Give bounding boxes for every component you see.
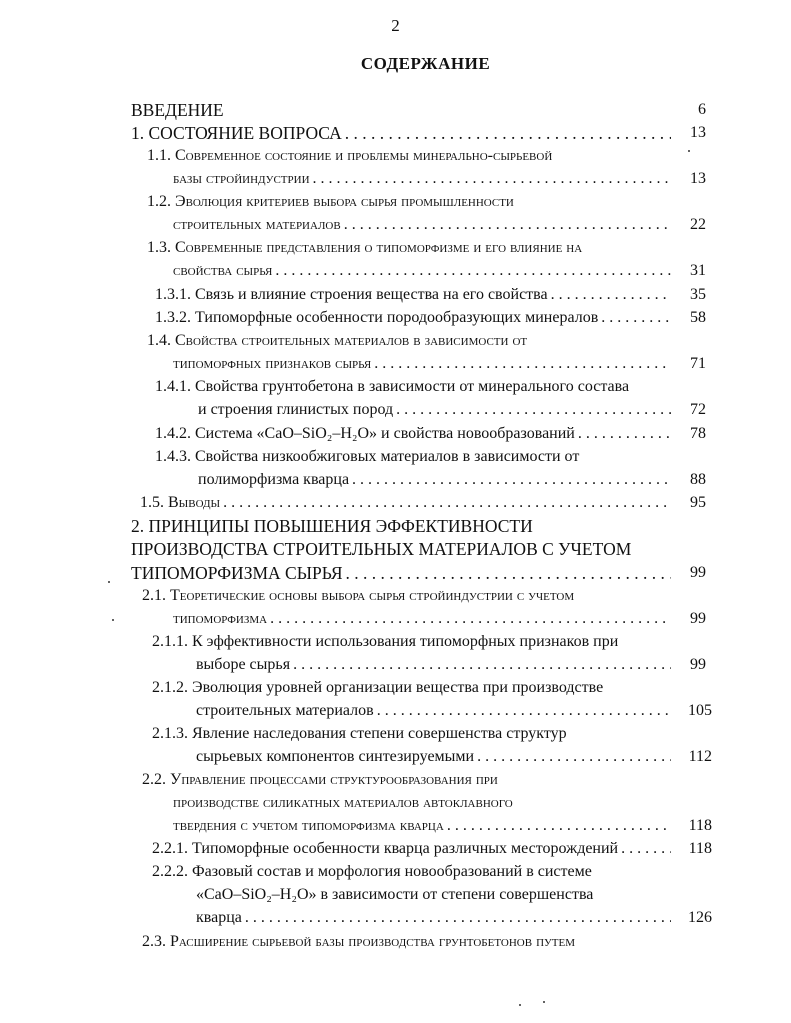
page-number: 2 [391,16,400,35]
toc-page-number: 118 [688,840,712,857]
leader-dots [344,214,671,236]
toc-entry-1-1[interactable] [147,145,671,167]
leader-dots [621,838,671,860]
leader-dots [346,562,672,584]
leader-dots [374,353,671,375]
toc-entry-2-1-3-cont[interactable] [196,746,671,768]
toc-entry-2-3[interactable] [142,931,671,953]
toc-entry-2-2-2[interactable] [152,861,671,883]
leader-dots [447,815,671,837]
toc-page-number: 13 [690,124,706,141]
toc-entry-2-1-2-cont[interactable] [196,700,671,722]
toc-entry-text: и строения глинистых пород [198,401,394,418]
toc-entry-introduction[interactable] [131,99,671,121]
toc-page-number: 6 [698,101,706,118]
toc-entry-text: 2.2.2. Фазовый состав и морфология новообразований в системе [152,863,592,880]
toc-page-number: 99 [690,656,706,673]
toc-entry-text: выборе сырья [196,656,291,673]
leader-dots [551,284,671,306]
toc-entry-2-1[interactable] [142,585,671,607]
toc-entry-text: 1.2. Эволюция критериев выбора сырья промышленности [147,193,514,210]
leader-dots [396,399,671,421]
leader-dots [578,423,671,445]
toc-entry-1-3-1[interactable] [155,284,671,306]
toc-page-number: 78 [690,425,706,442]
leader-dots [223,492,671,514]
toc-entry-text: производстве силикатных материалов автоклавного [173,794,513,811]
toc-entry-text: полиморфизма кварца [198,471,350,488]
leader-dots [293,654,671,676]
toc-page-number: 105 [688,702,712,719]
toc-entry-1-4-3-cont[interactable] [198,469,671,491]
toc-entry-text: ПРОИЗВОДСТВА СТРОИТЕЛЬНЫХ МАТЕРИАЛОВ С УЧЕТОМ [131,539,632,559]
toc-entry-text: сырьевых компонентов синтезируемыми [196,748,475,765]
toc-entry-text: строительных материалов [173,216,341,233]
scan-speck [108,581,110,583]
scan-speck [112,619,114,621]
toc-entry-1-4-1-cont[interactable] [198,399,671,421]
toc-entry-text: 2. ПРИНЦИПЫ ПОВЫШЕНИЯ ЭФФЕКТИВНОСТИ [131,516,533,536]
scan-speck [688,150,690,152]
toc-entry-text: 1.5. Выводы [140,494,221,511]
toc-entry-text: ВВЕДЕНИЕ [131,100,224,120]
toc-entry-1-4-2[interactable] [155,423,671,445]
leader-dots [275,260,671,282]
toc-page-number: 95 [690,494,706,511]
leader-dots [377,700,671,722]
toc-heading: СОДЕРЖАНИЕ [360,54,491,73]
toc-entry-text: базы стройиндустрии [173,170,310,187]
toc-entry-text: 2.1.1. К эффективности использования типоморфных признаков при [152,633,619,650]
toc-entry-1-3-2[interactable] [155,307,671,329]
toc-entry-text: твердения с учетом типоморфизма кварца [173,817,444,834]
leader-dots [245,907,671,929]
toc-entry-text: 1.1. Современное состояние и проблемы минерально-сырьевой [147,147,553,164]
toc-page-number: 118 [688,817,712,834]
toc-entry-1-2[interactable] [147,191,671,213]
toc-entry-2-2-2-cont2[interactable] [196,907,671,929]
leader-dots [477,746,671,768]
toc-entry-chapter-2-cont[interactable] [131,538,671,560]
toc-page-number: 22 [690,216,706,233]
toc-page-number: 99 [690,610,706,627]
toc-entry-2-1-cont[interactable] [173,608,671,630]
toc-entry-text: 1.4.2. Система «CaO–SiO₂–H₂O» и свойства новообразований [155,425,575,442]
toc-entry-text: кварца [196,909,242,926]
toc-entry-1-4-cont[interactable] [173,353,671,375]
toc-entry-text: типоморфных признаков сырья [173,355,372,372]
leader-dots [270,608,671,630]
toc-entry-2-1-2[interactable] [152,677,671,699]
toc-entry-text: 2.1.2. Эволюция уровней организации вещества при производстве [152,679,604,696]
toc-entry-2-1-3[interactable] [152,723,671,745]
toc-entry-2-2[interactable] [142,769,671,791]
toc-entry-1-2-cont[interactable] [173,214,671,236]
toc-entry-text: 1.3.1. Связь и влияние строения вещества на его свойства [155,286,548,303]
toc-page-number: 88 [690,471,706,488]
scan-speck [519,1004,521,1006]
toc-entry-text: строительных материалов [196,702,374,719]
leader-dots [313,168,671,190]
toc-page-number: 99 [690,564,706,581]
leader-dots [345,122,671,144]
toc-entry-text: 1.4. Свойства строительных материалов в зависимости от [147,332,528,349]
toc-page-number: 112 [688,748,712,765]
toc-entry-text: «CaO–SiO₂–H₂O» в зависимости от степени совершенства [196,886,594,903]
toc-entry-1-5[interactable] [140,492,671,514]
toc-entry-1-4-1[interactable] [155,376,671,398]
toc-page-number: 58 [690,309,706,326]
toc-page-number: 13 [690,170,706,187]
toc-entry-1-4-3[interactable] [155,446,671,468]
toc-entry-1-3[interactable] [147,237,671,259]
toc-entry-text: 2.2. Управление процессами структурообразования при [142,771,498,788]
toc-entry-chapter-1[interactable] [131,122,671,144]
toc-page-number: 126 [688,909,712,926]
toc-entry-2-2-cont2[interactable] [173,815,671,837]
toc-entry-2-1-1[interactable] [152,631,671,653]
toc-entry-text: 1.3. Современные представления о типоморфизме и его влияние на [147,239,583,256]
toc-entry-text: 2.1.3. Явление наследования степени совершенства структур [152,725,567,742]
toc-entry-2-2-1[interactable] [152,838,671,860]
scan-speck [543,1001,545,1003]
toc-entry-1-1-cont[interactable] [173,168,671,190]
leader-dots [352,469,671,491]
toc-entry-2-2-cont[interactable] [173,792,671,814]
toc-page-number: 35 [690,286,706,303]
leader-dots [601,307,671,329]
toc-entry-chapter-2-cont2[interactable] [131,562,671,584]
toc-entry-text: 1. СОСТОЯНИЕ ВОПРОСА [131,123,342,143]
toc-page-number: 72 [690,401,706,418]
toc-entry-text: типоморфизма [173,610,268,627]
toc-entry-text: свойства сырья [173,262,273,279]
toc-entry-text: 2.2.1. Типоморфные особенности кварца различных месторождений [152,840,619,857]
toc-entry-text: ТИПОМОРФИЗМА СЫРЬЯ [131,563,343,583]
toc-entry-text: 1.4.1. Свойства грунтобетона в зависимости от минерального состава [155,378,630,395]
toc-entry-1-4[interactable] [147,330,671,352]
toc-entry-text: 1.3.2. Типоморфные особенности породообразующих минералов [155,309,599,326]
toc-entry-2-1-1-cont[interactable] [196,654,671,676]
toc-page-number: 31 [690,262,706,279]
toc-entry-text: 2.1. Теоретические основы выбора сырья стройиндустрии с учетом [142,587,575,604]
toc-entry-text: 1.4.3. Свойства низкообжиговых материалов в зависимости от [155,448,580,465]
toc-entry-text: 2.3. Расширение сырьевой базы производства грунтобетонов путем [142,933,576,950]
toc-entry-chapter-2[interactable] [131,515,671,537]
toc-entry-1-3-cont[interactable] [173,260,671,282]
toc-entry-2-2-2-cont[interactable] [196,884,671,906]
toc-page-number: 71 [690,355,706,372]
